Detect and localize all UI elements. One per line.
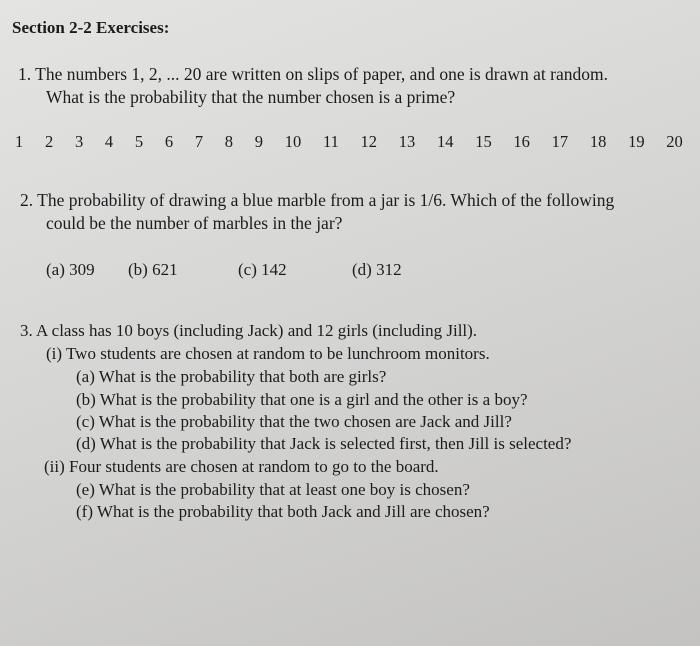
q3-intro: 3. A class has 10 boys (including Jack) and 12 girls (including Jill). — [20, 321, 478, 340]
q3-part-i: (i) Two students are chosen at random to be lunchroom monitors. — [46, 344, 490, 363]
number-item: 14 — [436, 132, 454, 151]
number-item: 4 — [104, 132, 114, 151]
number-item: 5 — [134, 132, 144, 151]
number-item: 12 — [360, 132, 378, 151]
number-item: 8 — [224, 132, 234, 151]
q3-c: (c) What is the probability that the two chosen are Jack and Jill? — [76, 412, 512, 431]
q3-b: (b) What is the probability that one is a girl and the other is a boy? — [76, 390, 528, 409]
number-item: 11 — [322, 132, 339, 151]
section-title: Section 2-2 Exercises: — [12, 18, 170, 37]
q3-e: (e) What is the probability that at least one boy is chosen? — [76, 480, 470, 499]
number-item: 7 — [194, 132, 204, 151]
number-row — [15, 132, 683, 152]
number-item: 17 — [551, 132, 569, 151]
q3-part-ii: (ii) Four students are chosen at random to go to the board. — [44, 457, 439, 476]
q3-f: (f) What is the probability that both Jack and Jill are chosen? — [76, 502, 490, 521]
number-item: 15 — [475, 132, 492, 151]
option-c: (c) 142 — [238, 260, 287, 279]
number-item: 10 — [284, 132, 302, 151]
number-item: 6 — [164, 132, 174, 151]
number-item: 18 — [589, 132, 607, 151]
number-item: 3 — [74, 132, 84, 151]
q1-line2: What is the probability that the number chosen is a prime? — [46, 87, 456, 107]
q3-a: (a) What is the probability that both are girls? — [76, 367, 387, 386]
number-item: 13 — [398, 132, 416, 151]
number-item: 20 — [666, 132, 683, 151]
option-a: (a) 309 — [46, 260, 95, 279]
number-item: 19 — [628, 132, 645, 151]
number-item: 2 — [44, 132, 54, 151]
number-item: 9 — [254, 132, 263, 151]
q2-line1: 2. The probability of drawing a blue marble from a jar is 1/6. Which of the following — [20, 190, 615, 210]
q3-d: (d) What is the probability that Jack is selected first, then Jill is selected? — [76, 434, 572, 453]
number-item: 16 — [513, 132, 530, 151]
q1-line1: 1. The numbers 1, 2, ... 20 are written on slips of paper, and one is drawn at random. — [18, 64, 608, 84]
q2-line2: could be the number of marbles in the jar? — [46, 213, 343, 233]
option-b: (b) 621 — [128, 260, 178, 279]
option-d: (d) 312 — [352, 260, 402, 279]
number-item: 1 — [15, 132, 24, 151]
